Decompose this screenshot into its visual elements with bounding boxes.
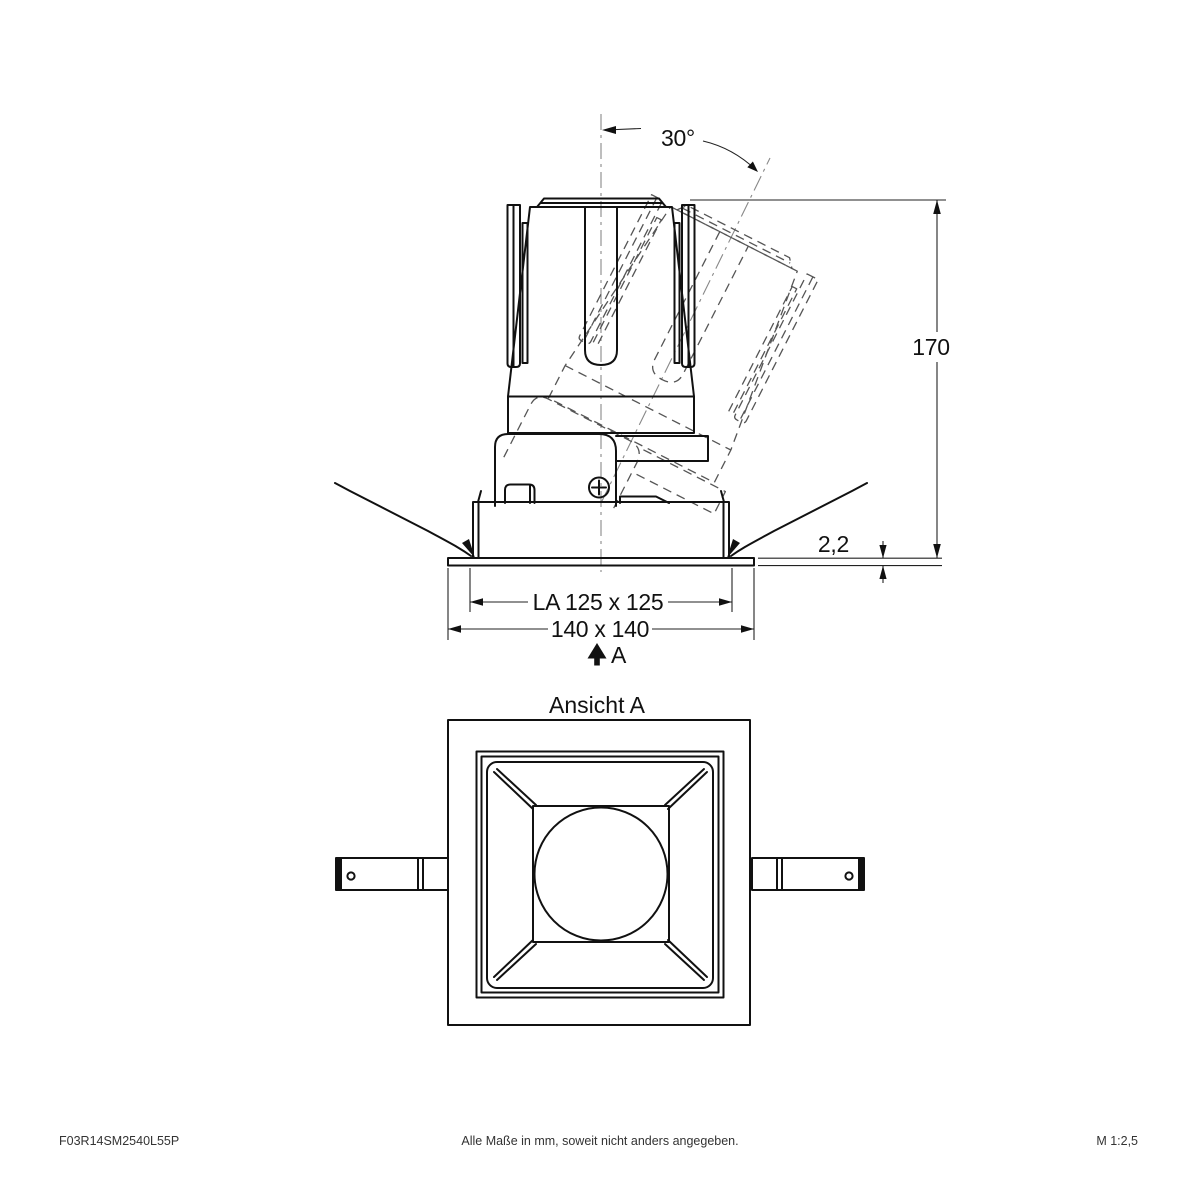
bottom-view xyxy=(336,692,864,1025)
view-a-arrow-icon xyxy=(588,643,607,666)
adjustment-screw xyxy=(589,478,609,498)
flange-thickness-label: 2,2 xyxy=(817,531,849,557)
dimensions-note: Alle Maße in mm, soweit nicht anders angegeben. xyxy=(461,1134,739,1148)
reflector xyxy=(487,762,713,988)
tilt-angle-annotation xyxy=(602,125,758,172)
clip-tab xyxy=(505,485,535,504)
tilt-angle-label: 30° xyxy=(661,125,695,151)
front-view xyxy=(335,114,950,668)
lens-circle xyxy=(535,808,668,941)
scale-label: M 1:2,5 xyxy=(1096,1134,1138,1148)
flange-thickness-dimension xyxy=(758,531,942,583)
bottom-view-title: Ansicht A xyxy=(549,692,645,718)
cutout-dimension-label: LA 125 x 125 xyxy=(532,589,664,615)
mounting-bracket-right xyxy=(752,858,864,890)
footer xyxy=(59,1134,1138,1148)
cutout-dimension xyxy=(470,568,732,615)
spring-clip-left xyxy=(335,483,475,558)
view-a-marker-label: A xyxy=(611,642,627,668)
article-number: F03R14SM2540L55P xyxy=(59,1134,180,1148)
height-dimension-label: 170 xyxy=(912,334,950,360)
tilted-position-outline xyxy=(504,183,833,554)
view-a-marker xyxy=(588,642,628,668)
overall-dimension-label: 140 x 140 xyxy=(550,616,650,642)
mounting-bracket-left xyxy=(336,858,448,890)
trim-frame xyxy=(448,720,750,1025)
